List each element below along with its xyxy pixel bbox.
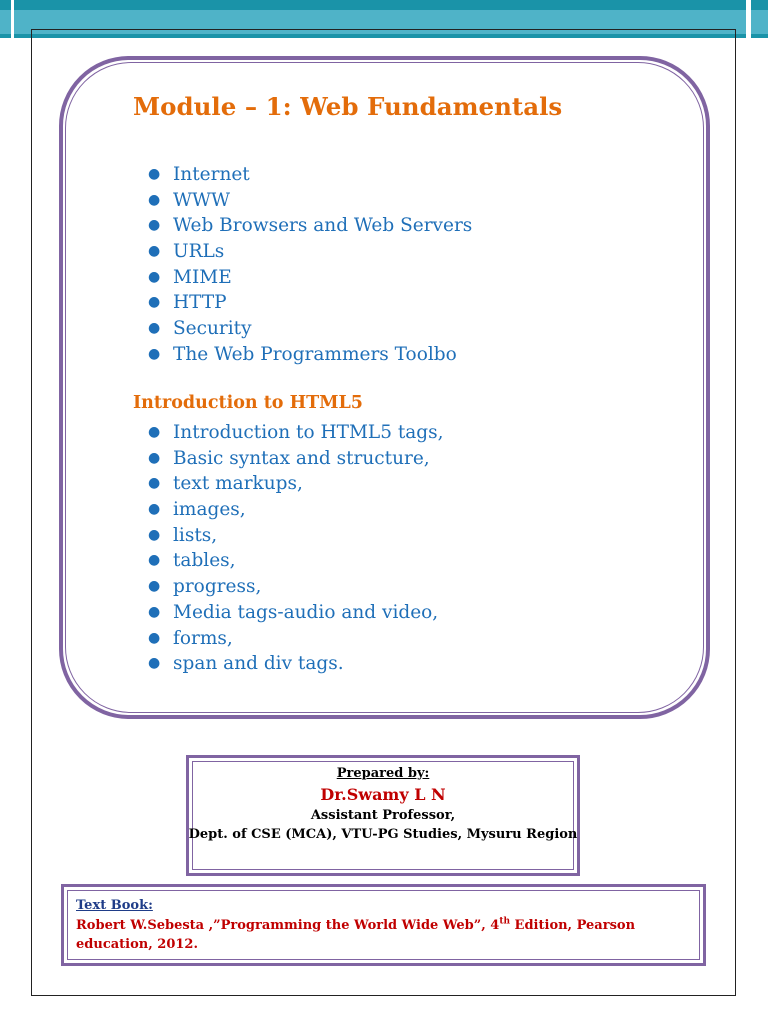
- list-item-text: HTTP: [173, 292, 227, 314]
- list-item: [148, 342, 472, 368]
- bullet-icon: ●: [148, 217, 161, 234]
- bullet-icon: ●: [148, 449, 161, 466]
- list-item-text: images,: [173, 499, 246, 521]
- bullet-icon: ●: [148, 191, 161, 208]
- list-item: [148, 239, 472, 265]
- list-item-text: Basic syntax and structure,: [173, 447, 430, 469]
- list-item-text: Web Browsers and Web Servers: [173, 215, 473, 237]
- list-item: [148, 188, 472, 214]
- list-item-text: MIME: [173, 266, 232, 288]
- text-book-label: Text Book:: [76, 898, 153, 913]
- list-item-text: Introduction to HTML5 tags,: [173, 422, 444, 443]
- list-item: [148, 446, 444, 472]
- list-item: [148, 548, 444, 574]
- list-item: [148, 420, 444, 446]
- author-role: Assistant Professor,: [310, 808, 456, 823]
- bullet-icon: ●: [148, 526, 161, 543]
- bullet-icon: ●: [148, 578, 161, 595]
- author-department: Dept. of CSE (MCA), VTU-PG Studies, Mysuru Region: [188, 827, 578, 842]
- bullet-icon: ●: [148, 603, 161, 620]
- list-item: [148, 471, 444, 497]
- citation-text: Robert W.Sebesta ,”Programming the World Wide Web”, 4: [76, 918, 500, 933]
- header-band-stripe: [11, 0, 14, 38]
- html5-topics-list: [148, 420, 444, 677]
- bullet-icon: ●: [148, 501, 161, 518]
- header-band-stripe: [746, 0, 751, 38]
- list-item: [148, 497, 444, 523]
- list-item: [148, 316, 472, 342]
- list-item-text: text markups,: [173, 473, 303, 495]
- bullet-icon: ●: [148, 166, 161, 182]
- bullet-icon: ●: [148, 552, 161, 569]
- list-item: [148, 523, 444, 549]
- bullet-icon: ●: [148, 475, 161, 492]
- bullet-icon: ●: [148, 243, 161, 260]
- list-item: [148, 574, 444, 600]
- list-item-text: forms,: [173, 627, 233, 649]
- text-book-citation: [76, 916, 676, 954]
- prepared-by-label: Prepared by:: [336, 766, 430, 781]
- bullet-icon: ●: [148, 320, 161, 337]
- list-item-text: WWW: [173, 189, 231, 211]
- list-item-text: Security: [173, 318, 252, 340]
- list-item-text: Media tags-audio and video,: [173, 601, 439, 623]
- list-item: [148, 651, 444, 677]
- list-item-text: Internet: [173, 164, 250, 185]
- list-item: [148, 213, 472, 239]
- web-fundamentals-list: [148, 162, 472, 368]
- list-item-text: span and div tags.: [173, 653, 344, 675]
- bullet-icon: ●: [148, 424, 161, 440]
- list-item: [148, 600, 444, 626]
- bullet-icon: ●: [148, 629, 161, 646]
- citation-superscript: th: [499, 916, 511, 927]
- list-item: [148, 290, 472, 316]
- module-title: Module – 1: Web Fundamentals: [133, 92, 563, 121]
- bullet-icon: ●: [148, 268, 161, 285]
- html5-section-heading: Introduction to HTML5: [133, 393, 363, 413]
- list-item: [148, 265, 472, 291]
- list-item-text: tables,: [173, 550, 236, 572]
- citation-text: Edition, Pearson education, 2012.: [76, 918, 636, 952]
- list-item-text: The Web Programmers Toolbo: [173, 343, 457, 365]
- list-item-text: URLs: [173, 241, 225, 263]
- list-item-text: progress,: [173, 576, 262, 598]
- list-item-text: lists,: [173, 524, 218, 546]
- list-item: [148, 162, 472, 188]
- bullet-icon: ●: [148, 294, 161, 311]
- bullet-icon: ●: [148, 345, 161, 362]
- author-name: Dr.Swamy L N: [320, 785, 446, 804]
- bullet-icon: ●: [148, 655, 161, 672]
- list-item: [148, 626, 444, 652]
